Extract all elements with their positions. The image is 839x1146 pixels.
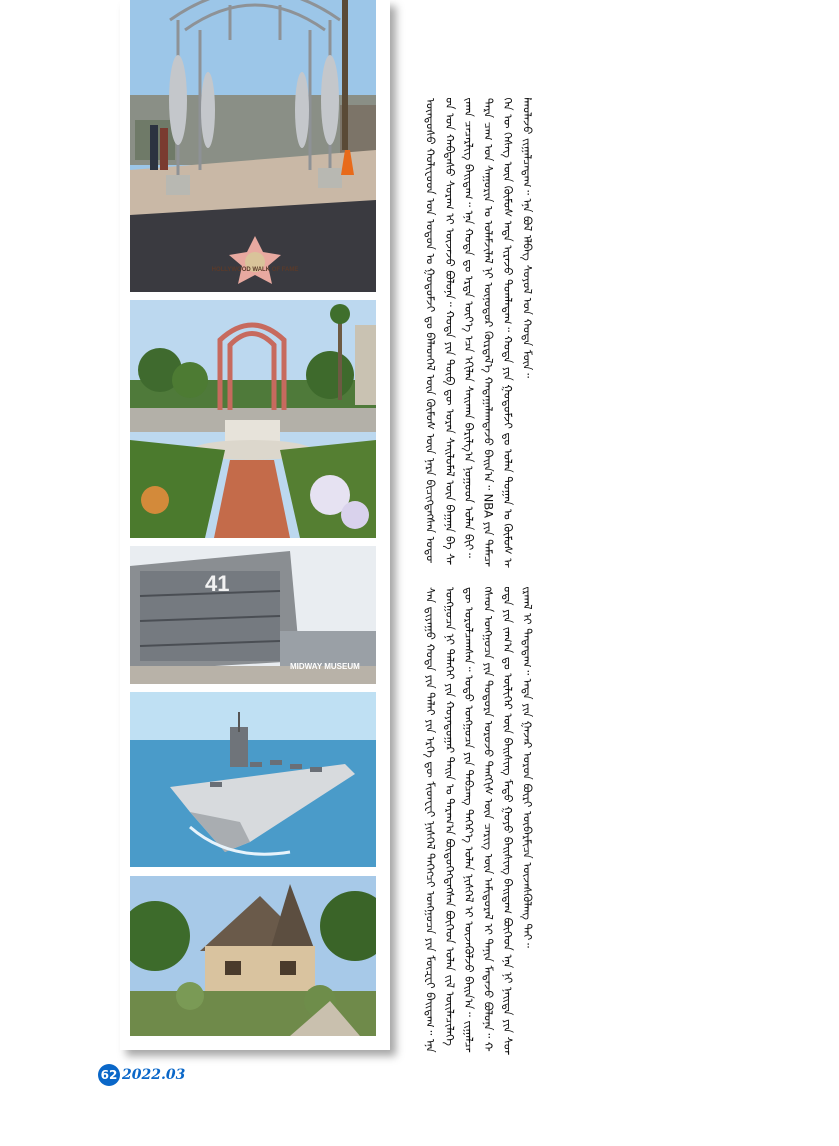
photo-strip [120,0,390,1050]
storybook-house-photo [130,876,376,1036]
issue-date: 2022.03 [122,1067,186,1083]
svg-text:41: 41 [205,571,230,596]
page-number: 62 [98,1064,120,1086]
hollywood-walk-of-fame-photo [130,0,376,292]
article-text-top: ᠦᠨᠳᠦᠰᠦ ᠬᠣᠯᠢᠸᠦᠳ ᠤᠨ ᠣᠳᠤᠨ ᠤ ᠭᠤᠳᠤᠮᠵᠢ ᠳᠤ ᠪᠡᠯᠡᠳᠬᠡᠯ ᠦᠨ ᠬᠦᠮᠦᠰ ᠦᠨ ᠨᠡᠷᠡ ᠪᠢᠴᠢᠭᠳᠡᠭᠰᠡᠨ ᠣᠳᠤᠳ ᠤᠨ ᠬᠠᠪᠲᠠᠰᠤ ᠰᠤᠷᠠᠭ ᠢ ᠦᠵᠡᠵᠦ ᠪᠣᠯᠣᠨᠠ᠃ ᠬᠣᠲᠠ ᠶᠢᠨ ᠲᠥᠪ ᠳᠦ ᠤᠷᠠᠨ ᠰᠡᠢᠯᠦᠮᠡᠯ ᠦᠨ ᠪᠠᠭᠠᠨᠠ ᠪᠠ ᠰᠠᠢᠬᠠᠨ ᠴᠡᠴᠡᠷᠯᠢᠭ ᠪᠠᠢᠳᠠᠭ᠃ ᠡᠨᠡ ᠬᠣᠲᠠ ᠳᠤ ᠡᠷᠲᠡ ᠦᠶ᠎ᠡ ᠡᠴᠡ ᠡᠬᠢᠯᠡᠨ ᠰᠠᠢᠬᠠᠨ ᠪᠠᠷᠢᠯᠭ᠎ᠠ ᠨᠤᠭᠤᠳ ᠤᠯᠠᠨ ᠪᠢᠢ᠃ ᠲᠡᠷᠡ ᠴᠠᠭ ᠤᠨ ᠰᠠᠭᠤᠷᠢᠨ ᠤ ᠤᠯᠠᠮᠵᠢᠯᠠᠯ ᠨᠢ ᠥᠨᠥᠳᠥᠷ ᠬᠦᠷᠲᠡᠯ᠎ᠡ ᠬᠠᠳᠠᠭᠠᠯᠠᠭᠳᠠᠵᠤ ᠪᠠᠢᠨ᠎ᠠ᠃ NBA ᠶᠢᠨ ᠲᠡᠮᠡᠴᠡᠭᠡᠨ ᠦ ᠬᠡᠰᠡᠭ ᠦᠨ ᠬᠦᠮᠦᠰ ᠡᠨᠳᠡ ᠢᠷᠡᠵᠦ ᠲᠣᠭᠯᠠᠳᠠᠭ᠃ ᠬᠣᠲᠠ ᠶᠢᠨ ᠭᠤᠳᠤᠮᠵᠢ ᠳᠤ ᠣᠯᠠᠨ ᠲᠣᠭᠠᠨ ᠤ ᠬᠦᠮᠦᠰ ᠠᠯᠬᠤᠯᠠᠵᠤ ᠵᠢᠭᠠᠯᠴᠠᠳᠠᠭ᠃ ᠡᠨᠡ ᠪᠣᠯ ᠡᠯᠪᠡᠭ ᠰᠣᠶᠣᠯ ᠤᠨ ᠬᠣᠲᠠ ᠮᠥᠨ᠃ [423,98,535,568]
walk-of-fame-caption: HOLLYWOOD WALK OF FAME [211,267,299,273]
aircraft-carrier-photo [130,692,376,867]
park-fountain-photo [130,300,376,538]
midway-museum-photo [130,546,376,684]
article-text-bottom: ᠰᠠᠨ ᠳ᠋ᠢᠶᠠᠭᠣ ᠬᠣᠲᠠ ᠶᠢᠨ ᠳᠠᠯᠠᠢ ᠶᠢᠨ ᠡᠷᠭᠡ ᠳᠦ ᠮᠢᠳᠸᠧᠢ ᠨᠢᠰᠬᠡᠯ ᠲᠡᠭᠡᠭᠴᠢ ᠣᠩᠭᠤᠴᠠ ᠶᠢᠨ ᠮᠦᠽᠸᠢ ᠪᠠᠢᠳᠠᠭ᠃ ᠡᠨᠡ ᠣᠩᠭᠤᠴᠠ ᠨᠢ ᠳᠡᠯᠡᠬᠡᠢ ᠶᠢᠨ ᠬᠣᠶᠠᠳᠤᠭᠠᠷ ᠳᠠᠢᠨ ᠤ ᠳᠠᠷᠠᠭ᠎ᠠ ᠪᠦᠲᠦᠭᠡᠭᠳᠡᠭᠰᠡᠨ ᠪᠥᠭᠡᠳ ᠣᠯᠠᠨ ᠵᠢᠯ ᠦᠢᠯᠡᠴᠢᠯᠡᠭᠡ ᠳᠦ ᠣᠷᠣᠯᠴᠠᠭᠰᠠᠨ᠃ ᠣᠳᠣ ᠣᠩᠭᠤᠴᠠ ᠶᠢᠨ ᠲᠠᠪᠴᠠᠩ ᠳᠡᠭᠡᠷ᠎ᠡ ᠣᠯᠠᠨ ᠨᠢᠰᠬᠡᠯ ᠢ ᠦᠵᠡᠭᠦᠯᠵᠦ ᠪᠠᠢᠨ᠎ᠠ᠃ ᠵᠢᠭᠠᠯᠴᠠᠭᠰᠠᠳ ᠣᠩᠭᠤᠴᠠ ᠶᠢᠨ ᠳᠣᠲᠣᠷᠠ ᠣᠷᠣᠵᠤ ᠲᠡᠩᠭᠢᠰ ᠦᠨ ᠴᠡᠷᠢᠭ ᠦᠨ ᠠᠮᠢᠳᠤᠷᠠᠯ ᠢ ᠲᠠᠨᠢᠨ ᠮᠡᠳᠡᠵᠦ ᠪᠣᠯᠣᠨᠠ᠃ ᠬᠣᠲᠠ ᠶᠢᠨ ᠵᠠᠬ᠎ᠠ ᠳᠤ ᠦᠯᠢᠭᠡᠷ ᠦᠨ ᠪᠠᠢᠰᠢᠩ ᠮᠡᠲᠦ ᠭᠣᠶᠣ ᠪᠠᠢᠰᠢᠩ ᠪᠠᠢᠳᠠᠭ ᠪᠥᠭᠡᠳ ᠡᠨᠡ ᠨᠢ ᠨᠡᠢᠲᠡ ᠶᠢᠨ ᠰᠣᠨᠢᠷᠬᠠᠯ ᠢ ᠲᠠᠲᠠᠳᠠᠭ᠃ ᠡᠨᠳᠡ ᠶᠢᠨ ᠭᠠᠵᠠᠷ ᠣᠷᠣᠨ ᠪᠦᠷᠢ ᠥᠪᠡᠷᠮᠢᠴᠡ ᠦᠵᠡᠰᠬᠦᠯᠡᠩ ᠲᠡᠢ᠃ [423,587,535,1055]
folio [98,1064,185,1086]
midway-museum-caption: MIDWAY MUSEUM [290,662,360,671]
